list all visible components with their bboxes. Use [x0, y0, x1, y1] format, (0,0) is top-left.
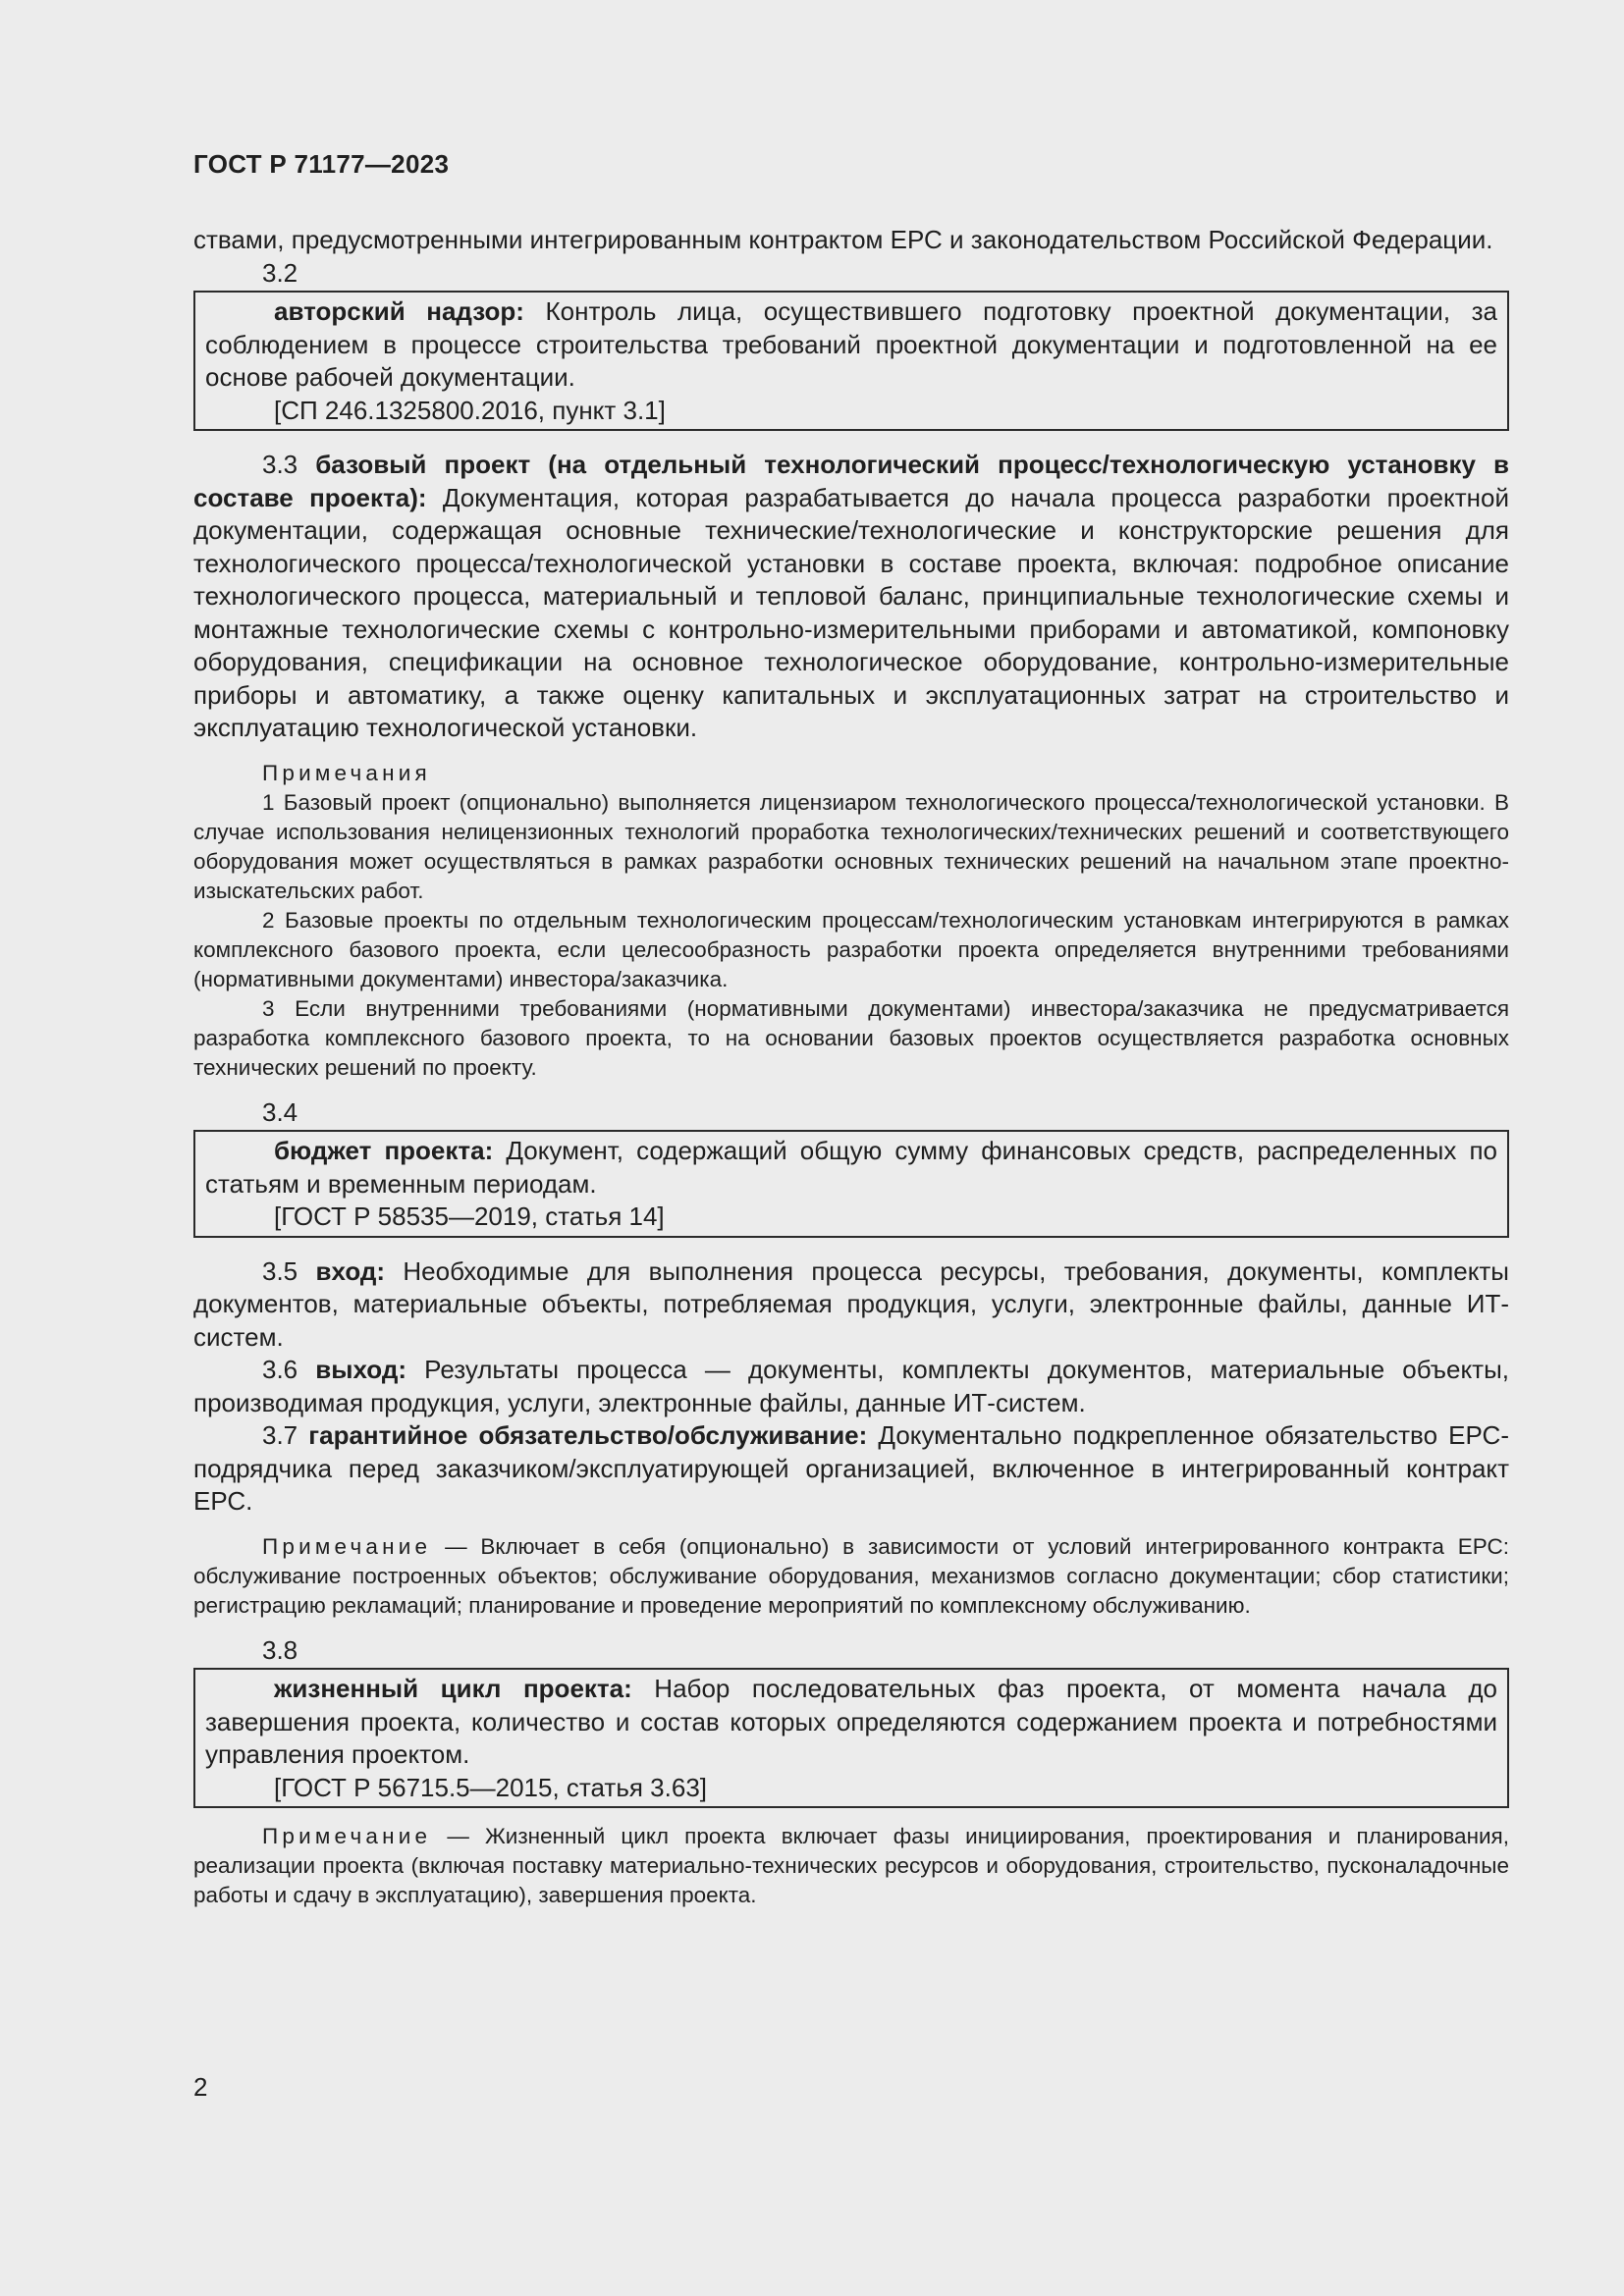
term-number-3-4: 3.4 — [262, 1096, 298, 1127]
term-definition-3-2 — [205, 295, 1497, 395]
note-item: 2 Базовые проекты по отдельным технологическим процессам/технологическим установкам интегрируются в рамках комплексного базового проекта, если целесообразность разработки проекта определяется внутренними требованиями (нормативными документами) инвестора/заказчика. — [193, 907, 1509, 991]
term-source: [СП 246.1325800.2016, пункт 3.1] — [274, 395, 666, 425]
term-number: 3.7 — [262, 1420, 309, 1450]
term-name: жизненный цикл проекта: — [274, 1674, 632, 1703]
note-item: 3 Если внутренними требованиями (нормативными документами) инвестора/заказчика не предусматривается разработка комплексного базового проекта, то на основании базовых проектов осуществляется разработка основных технических решений по проекту. — [193, 995, 1509, 1080]
term-text: Результаты процесса — документы, комплекты документов, материальные объекты, производимая продукция, услуги, электронные файлы, данные ИТ-систем. — [193, 1355, 1509, 1417]
term-number: 3.5 — [262, 1255, 316, 1286]
term-number: 3.6 — [262, 1355, 316, 1384]
term-text: Набор последовательных фаз проекта, от момента начала до завершения проекта, количество и состав которых определяются содержанием проекта и потребностями управления проектом. — [205, 1674, 1498, 1769]
term-number-3-8: 3.8 — [262, 1634, 298, 1665]
continued-paragraph: ствами, предусмотренными интегрированным контрактом ЕРС и законодательством Российской Федерации. — [193, 225, 1493, 254]
term-definition-3-5 — [193, 1255, 1509, 1355]
term-source: [ГОСТ Р 56715.5—2015, статья 3.63] — [274, 1772, 708, 1802]
note-item: 1 Базовый проект (опционально) выполняется лицензиаром технологического процесса/технологической установки. В случае использования нелицензионных технологий проработка технологических/технических решений и соответствующего оборудования может осуществляться в рамках разработки основных технических решений на начальном этапе проектно-изыскательских работ. — [193, 789, 1509, 903]
term-name: базовый проект (на отдельный технологический процесс/технологическую установку в составе проекта): — [193, 450, 1509, 512]
term-name: гарантийное обязательство/обслуживание: — [308, 1420, 868, 1450]
term-name: вход: — [315, 1255, 386, 1286]
term-definition-3-4 — [205, 1135, 1497, 1201]
page-number: 2 — [193, 2072, 208, 2102]
term-name: авторский надзор: — [274, 296, 524, 326]
note-3-8 — [193, 1822, 1509, 1910]
term-name: бюджет проекта: — [274, 1136, 494, 1165]
term-box-3-2 — [193, 291, 1509, 431]
term-number-3-2: 3.2 — [262, 257, 298, 288]
term-definition-3-6 — [193, 1354, 1509, 1419]
term-number: 3.3 — [262, 450, 316, 479]
term-text: Документально подкрепленное обязательство ЕРС-подрядчика перед заказчиком/эксплуатирующей организацией, включенное в интегрированный контракт ЕРС. — [193, 1420, 1509, 1516]
term-definition-3-3 — [193, 449, 1509, 745]
term-text: Контроль лица, осуществившего подготовку проектной документации, за соблюдением в процессе строительства требований проектной документации и подготовленной на ее основе рабочей документации. — [205, 296, 1497, 392]
term-name: выход: — [315, 1355, 406, 1384]
term-source: [ГОСТ Р 58535—2019, статья 14] — [274, 1201, 665, 1231]
term-definition-3-7 — [193, 1419, 1509, 1519]
notes-label: Примечания — [262, 760, 431, 785]
term-text: Необходимые для выполнения процесса ресурсы, требования, документы, комплекты документов, материальные объекты, потребляемая продукция, услуги, электронные файлы, данные ИТ-систем. — [193, 1255, 1509, 1352]
note-3-7 — [193, 1532, 1509, 1621]
notes-block-3-3 — [193, 759, 1509, 1083]
document-body — [193, 224, 1509, 1910]
term-box-3-4 — [193, 1130, 1509, 1238]
note-text: — Жизненный цикл проекта включает фазы инициирования, проектирования и планирования, реализации проекта (включая поставку материально-технических ресурсов и оборудования, строительство, пусконаладочные работы и сдачу в эксплуатацию), завершения проекта. — [193, 1824, 1509, 1907]
document-header: ГОСТ Р 71177—2023 — [193, 149, 450, 179]
note-label: Примечание — [262, 1533, 432, 1559]
term-text: Документация, которая разрабатывается до начала процесса разработки проектной документации, содержащая основные технические/технологические и конструкторские решения для технологического процесса/технологической установки в составе проекта, включая: подробное описание технологического процесса, материальный и тепловой баланс, принципиальные технологические схемы и монтажные технологические схемы с контрольно-измерительными приборами и автоматикой, компоновку оборудования, спецификации на основное технологическое оборудование, контрольно-измерительные приборы и автоматику, а также оценку капитальных и эксплуатационных затрат на строительство и эксплуатацию технологической установки. — [193, 482, 1509, 742]
term-text: Документ, содержащий общую сумму финансовых средств, распределенных по статьям и временным периодам. — [205, 1136, 1497, 1199]
note-label: Примечание — [262, 1824, 432, 1848]
note-text: — Включает в себя (опционально) в зависимости от условий интегрированного контракта ЕРС: обслуживание построенных объектов; обслуживание оборудования, механизмов согласно документации; сбор статистики; регистрацию рекламаций; планирование и проведение мероприятий по комплексному обслуживанию. — [193, 1533, 1509, 1618]
term-box-3-8 — [193, 1668, 1509, 1808]
term-definition-3-8 — [205, 1673, 1497, 1772]
